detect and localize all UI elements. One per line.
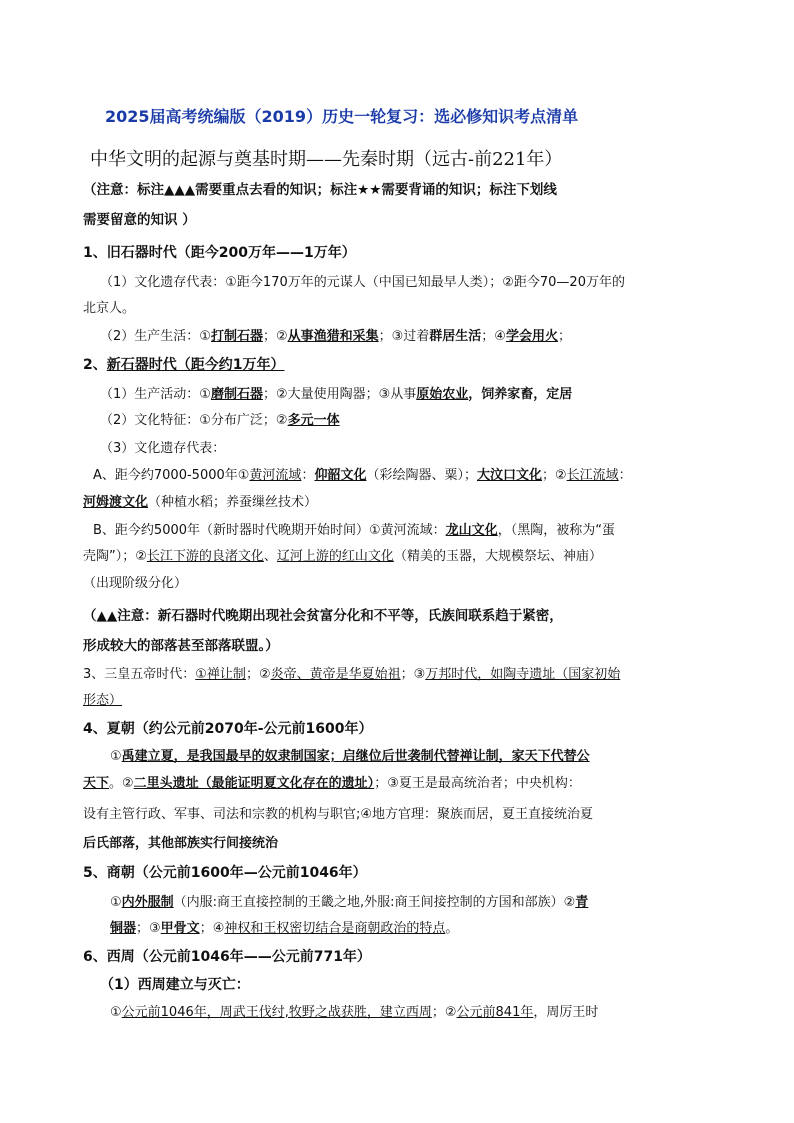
underlined-term: 从事渔猎和采集: [287, 329, 379, 344]
underlined-term: 公元前1046年，周武王伐纣,牧野之战获胜，建立西周: [121, 1005, 432, 1020]
s2-note-line-2: 形成较大的部落甚至部落联盟。）: [83, 638, 279, 654]
text: （2）文化特征：①分布广泛；②: [100, 413, 288, 428]
underlined-term: 大汶口文化: [476, 468, 542, 483]
text: B、距今约5000年（新时器时代晚期开始时间）①黄河流域：: [93, 523, 446, 538]
text: ；②: [431, 1005, 457, 1020]
underlined-term: 万邦时代，如陶寺遗址（国家初始: [425, 667, 621, 682]
legend-note-line-2: 需要留意的知识 ）: [83, 212, 196, 228]
text: A、距今约7000-5000年①: [93, 468, 250, 483]
s2-b-line-1: [93, 522, 615, 540]
section-3-line-2: 形态）: [83, 693, 123, 708]
section-1-heading: 1、旧石器时代（距今200万年——1万年）: [83, 245, 356, 261]
s2-b-line-3: （出现阶级分化）: [83, 576, 188, 591]
s5-line-1: [110, 894, 588, 912]
text: （种植水稻；养蚕缫丝技术）: [148, 495, 318, 510]
text: ，（黑陶，被称为“蛋: [497, 523, 615, 538]
underlined-term: 公元前841年: [456, 1005, 534, 1020]
text: （精美的玉器，大规模祭坛、神庙）: [393, 549, 602, 564]
underlined-term: 多元一体: [287, 413, 340, 428]
s2-line-3: （3）文化遗存代表：: [100, 441, 226, 456]
text: ：: [618, 468, 632, 483]
text: （1）生产活动：①: [100, 387, 211, 402]
section-6-subheading: （1）西周建立与灭亡：: [100, 977, 250, 993]
underlined-term: 打制石器: [210, 329, 263, 344]
underlined-term: 龙山文化: [445, 523, 498, 538]
document-title: 2025届高考统编版（2019）历史一轮复习：选必修知识考点清单: [105, 107, 579, 126]
text: （内服:商王直接控制的王畿之地,外服:商王间接控制的方国和部族）②: [173, 895, 576, 910]
text: 3、三皇五帝时代：: [83, 667, 196, 682]
text: ①: [110, 895, 122, 910]
text: ；③夏王是最高统治者；中央机构：: [374, 776, 581, 791]
s6-line-1: [110, 1004, 598, 1022]
underlined-term: ①禅让制: [195, 667, 246, 682]
underlined-term: 炎帝、黄帝是华夏始祖: [270, 667, 401, 682]
text: ；③过着: [378, 329, 430, 344]
text: ；: [557, 329, 571, 344]
text: ；②大量使用陶器；③从事: [262, 387, 417, 402]
underlined-term: 黄河流域: [249, 468, 302, 483]
s2-a-line-2: [83, 494, 317, 512]
section-2-heading: [83, 356, 285, 374]
era-title: 中华文明的起源与奠基时期——先秦时期（远古-前221年）: [90, 149, 563, 170]
section-3-line-1: [83, 666, 620, 684]
text: ；②: [245, 667, 271, 682]
text: （2）生产生活：①: [100, 329, 211, 344]
text: 。②: [109, 776, 134, 791]
text: 、: [263, 549, 277, 564]
underlined-term: 磨制石器: [210, 387, 263, 402]
text: ；③: [400, 667, 426, 682]
text: ；④: [199, 921, 225, 936]
s1-line-3: [100, 328, 571, 346]
section-5-heading: 5、商朝（公元前1600年—公元前1046年）: [83, 865, 367, 881]
text: ①: [110, 1005, 122, 1020]
underlined-term: 铜器: [110, 921, 137, 936]
s4-line-1: [110, 748, 590, 766]
text: ；②: [262, 329, 288, 344]
underlined-term: 青: [575, 895, 589, 910]
underlined-term: 神权和王权密切结合是商朝政治的特点: [224, 921, 446, 936]
underlined-term: 禹建立夏，是我国最早的奴隶制国家；启继位后世袭制代替禅让制，家天下代替公: [121, 749, 590, 764]
underlined-term: 新石器时代（距今约1万年）: [106, 357, 285, 373]
s1-line-1: （1）文化遗存代表：①距今170万年的元谋人（中国已知最早人类）；②距今70—20万年的: [100, 275, 625, 290]
text: （彩绘陶器、粟）；: [366, 468, 477, 483]
underlined-term: 仰韶文化: [314, 468, 367, 483]
text: ；④: [481, 329, 506, 344]
text: 。: [445, 921, 459, 936]
s2-b-line-2: [83, 548, 602, 566]
text: ：: [301, 468, 315, 483]
text: ，周厉王时: [533, 1005, 599, 1020]
s2-a-line-1: [93, 467, 632, 485]
underlined-term: 河姆渡文化: [83, 495, 149, 510]
bold-term: 群居生活: [429, 329, 482, 344]
text: 2、: [83, 357, 107, 373]
underlined-term: 二里头遗址（最能证明夏文化存在的遗址）: [133, 776, 375, 791]
underlined-term: 长江流域: [566, 468, 619, 483]
underlined-term: 内外服制: [121, 895, 174, 910]
s1-line-2: 北京人。: [83, 301, 136, 316]
s4-line-3: 设有主管行政、军事、司法和宗教的机构与职官;④地方官理：聚族而居，夏王直接统治夏: [83, 807, 594, 822]
underlined-term: 学会用火: [505, 329, 558, 344]
bold-term: ，饲养家畜，定居: [468, 387, 573, 402]
s2-line-1: [100, 386, 572, 404]
underlined-term: 甲骨文: [160, 921, 200, 936]
s2-line-2: [100, 412, 340, 430]
legend-note-line-1: （注意：标注▲▲▲需要重点去看的知识；标注★★需要背诵的知识；标注下划线: [83, 182, 557, 198]
underlined-term: 辽河上游的红山文化: [276, 549, 394, 564]
s5-line-2: [110, 920, 458, 938]
s2-note-line-1: （▲▲注意：新石器时代晚期出现社会贫富分化和不平等，氏族间联系趋于紧密，: [83, 608, 563, 624]
text: ①: [110, 749, 122, 764]
text: ；③: [136, 921, 161, 936]
underlined-term: 原始农业: [416, 387, 469, 402]
section-4-heading: 4、夏朝（约公元前2070年-公元前1600年）: [83, 721, 373, 737]
text: 壳陶”）；②: [83, 549, 147, 564]
section-6-heading: 6、西周（公元前1046年——公元前771年）: [83, 949, 371, 965]
s4-line-4: 后氏部落，其他部族实行间接统治: [83, 836, 279, 851]
s4-line-2: [83, 775, 581, 793]
text: ；②: [542, 468, 567, 483]
underlined-term: 天下: [83, 776, 110, 791]
underlined-term: 长江下游的良渚文化: [146, 549, 264, 564]
